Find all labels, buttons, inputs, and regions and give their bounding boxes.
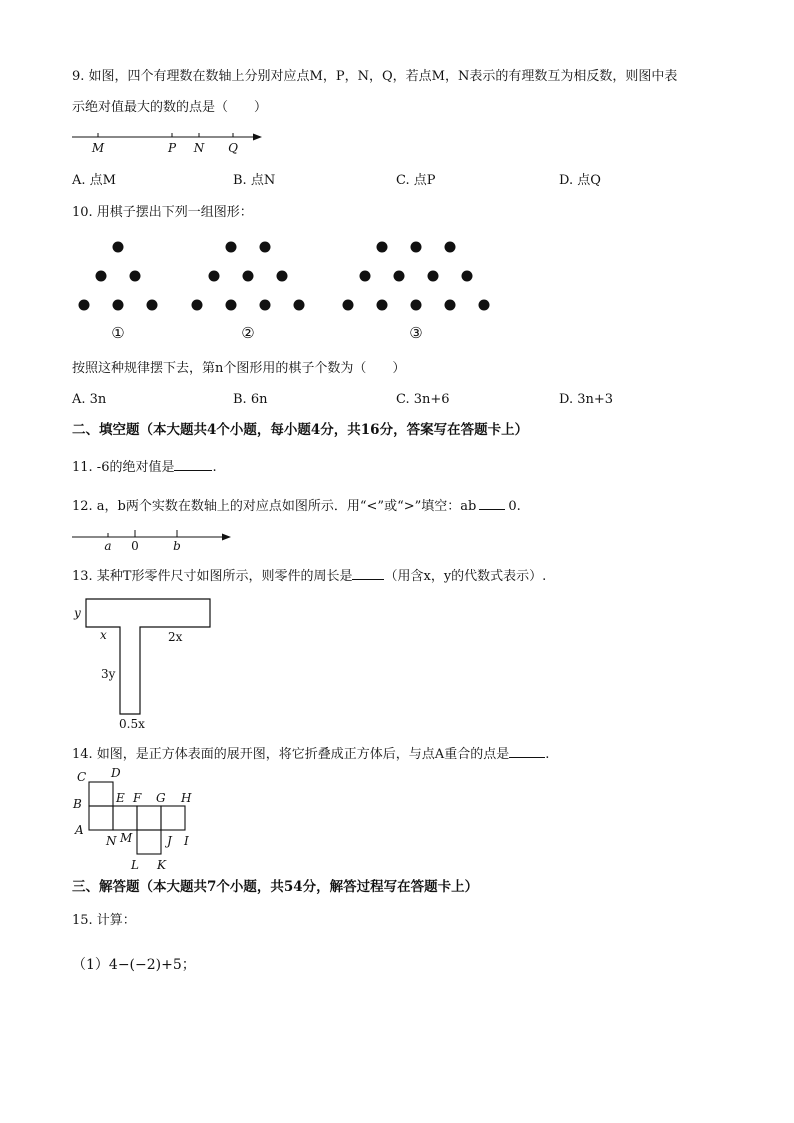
q14-point-c: C [77,770,87,784]
q14-point-e: E [116,791,125,805]
q14-point-n: N [106,834,117,848]
q12-axis-label-a: a [104,539,112,553]
q9-option-b: B. 点N [233,173,276,188]
q10-option-d: D. 3n+3 [559,392,614,407]
q9-stem-line2: 示绝对值最大的数的点是（ ） [72,100,268,115]
q14-point-a: A [75,823,84,837]
section2-heading: 二、填空题（本大题共4个小题，每小题4分，共16分，答案写在答题卡上） [72,422,529,438]
q15-part1: （1）4−(−2)+5； [72,957,196,973]
q9-option-a: A. 点M [72,173,116,188]
q13-label-stem-height: 3y [101,667,116,681]
q15-stem: 15. 计算： [72,913,136,928]
q9-stem-line1: 9. 如图，四个有理数在数轴上分别对应点M，P，N，Q，若点M，N表示的有理数互为相反数，则图中表 [72,69,678,84]
q10-figure-label-1: ① [111,324,125,342]
q13-stem-end: （用含x，y的代数式表示）. [384,569,547,584]
q9-axis-label-q: Q [228,141,238,155]
q9-axis-label-m: M [91,141,105,155]
q14-stem-end: . [545,747,550,762]
q12-axis-label-b: b [173,539,181,553]
q14-point-k: K [157,858,166,872]
q10-figure-label-2: ② [241,324,255,342]
q10-figure-label-3: ③ [409,324,423,342]
q14-point-m: M [120,831,133,845]
q13-label-left-overhang: x [100,628,107,642]
q13-label-stem-width: 0.5x [119,717,145,731]
q12-axis-label-zero: 0 [131,539,139,553]
q12-stem-end: 0. [508,499,521,514]
q9-option-c: C. 点P [396,173,436,188]
q14-stem-text: 14. 如图，是正方体表面的展开图，将它折叠成正方体后，与点A重合的点是 [72,747,510,762]
q11-stem-text: 11. -6的绝对值是 [72,460,175,475]
q14-point-f: F [133,791,142,805]
q14-point-j: J [167,834,172,848]
q9-axis-label-n: N [193,141,205,155]
q10-option-b: B. 6n [233,392,268,407]
q10-option-c: C. 3n+6 [396,392,450,407]
q14-point-b: B [73,797,82,811]
q14-point-h: H [181,791,192,805]
q14-point-i: I [184,834,189,848]
q13-stem-text: 13. 某种T形零件尺寸如图所示，则零件的周长是 [72,569,353,584]
q13-label-right-overhang: 2x [168,630,183,644]
q10-option-a: A. 3n [72,392,107,407]
q10-question: 按照这种规律摆下去，第n个图形用的棋子个数为（ ） [72,361,406,376]
q14-point-d: D [111,766,121,780]
q9-axis-label-p: P [167,141,177,155]
q11-stem-end: . [212,460,217,475]
q14-point-g: G [156,791,166,805]
q13-label-top-height: y [74,606,81,620]
q9-option-d: D. 点Q [559,173,601,188]
q10-stem: 10. 用棋子摆出下列一组图形： [72,205,253,220]
q14-point-l: L [131,858,139,872]
q12-stem-text: 12. a，b两个实数在数轴上的对应点如图所示．用“<”或“>”填空：ab [72,499,477,514]
section3-heading: 三、解答题（本大题共7个小题，共54分，解答过程写在答题卡上） [72,879,479,895]
